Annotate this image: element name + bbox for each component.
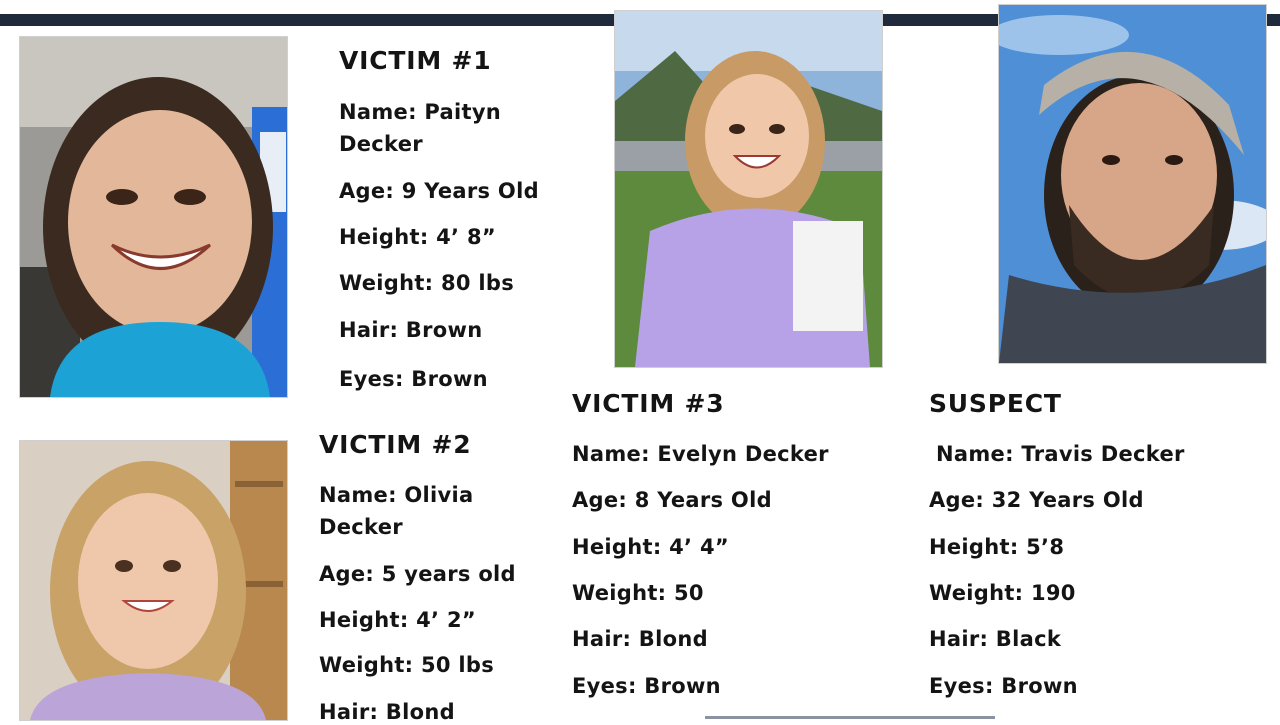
victim3-photo (614, 10, 883, 368)
victim3-age: Age: 8 Years Old (572, 488, 772, 512)
suspect-photo (998, 4, 1267, 364)
victim1-age: Age: 9 Years Old (339, 179, 539, 203)
victim3-hair: Hair: Blond (572, 627, 708, 651)
suspect-height: Height: 5’8 (929, 535, 1065, 559)
victim3-height: Height: 4’ 4” (572, 535, 729, 559)
victim3-eyes: Eyes: Brown (572, 674, 721, 698)
victim1-photo (19, 36, 288, 398)
victim1-heading: VICTIM #1 (339, 46, 492, 75)
victim1-name-line1: Name: Paityn (339, 100, 502, 124)
suspect-heading: SUSPECT (929, 389, 1062, 418)
victim2-name-line2: Decker (319, 515, 403, 539)
victim3-weight: Weight: 50 (572, 581, 704, 605)
victim2-weight: Weight: 50 lbs (319, 653, 495, 677)
suspect-name: Name: Travis Decker (936, 442, 1185, 466)
victim1-weight: Weight: 80 lbs (339, 271, 515, 295)
suspect-eyes: Eyes: Brown (929, 674, 1078, 698)
victim3-name: Name: Evelyn Decker (572, 442, 829, 466)
victim2-heading: VICTIM #2 (319, 430, 472, 459)
victim1-name-line2: Decker (339, 132, 423, 156)
victim1-height: Height: 4’ 8” (339, 225, 496, 249)
victim2-height: Height: 4’ 2” (319, 608, 476, 632)
victim2-photo (19, 440, 288, 721)
victim2-hair: Hair: Blond (319, 700, 455, 724)
suspect-weight: Weight: 190 (929, 581, 1076, 605)
victim1-eyes: Eyes: Brown (339, 367, 488, 391)
suspect-age: Age: 32 Years Old (929, 488, 1144, 512)
victim2-name-line1: Name: Olivia (319, 483, 474, 507)
suspect-hair: Hair: Black (929, 627, 1062, 651)
victim1-hair: Hair: Brown (339, 318, 483, 342)
victim2-age: Age: 5 years old (319, 562, 516, 586)
victim3-heading: VICTIM #3 (572, 389, 725, 418)
